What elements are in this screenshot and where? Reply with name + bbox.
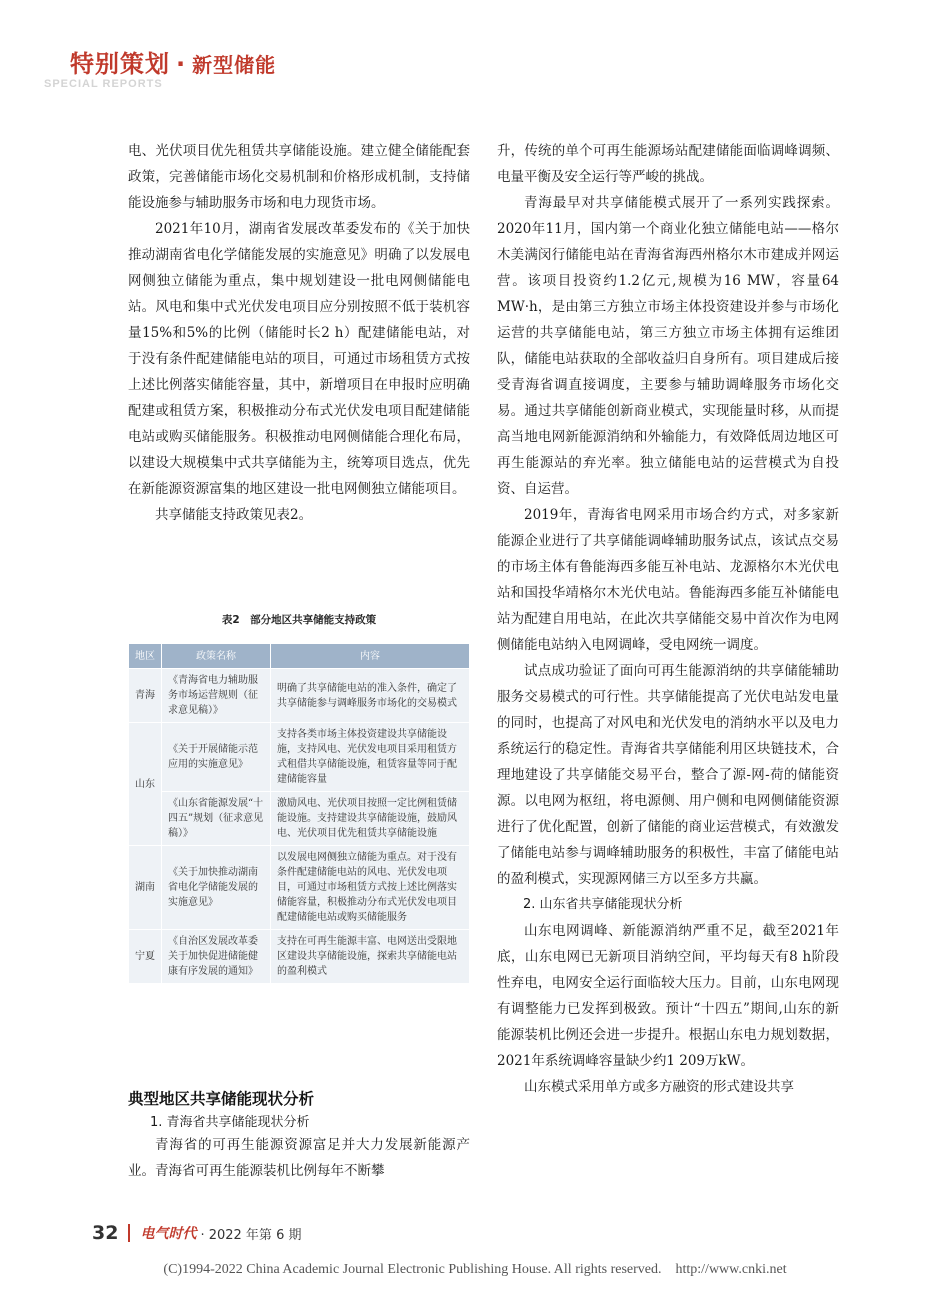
right-paragraph-6: 山东模式采用单方或多方融资的形式建设共享	[524, 1079, 794, 1095]
right-paragraph-4: 试点成功验证了面向可再生能源消纳的共享储能辅助服务交易模式的可行性。共享储能提高了光伏电站发电量的同时，也提高了对风电和光伏发电的消纳水平以及电力系统运行的稳定性。青海省共享储能利用区块链技术，合理地建设了共享储能交易平台，整合了源-网-荷的储能资源。以电网为枢纽，将电源侧、用户侧和电网侧储能资源进行了优化配置，创新了储能的商业运营模式，有效激发了储能电站参与调峰辅助服务的积极性，丰富了储能电站的盈利模式，实现源网储三方以至多方共赢。	[497, 663, 839, 887]
right-paragraph-1: 升，传统的单个可再生能源场站配建储能面临调峰调频、电量平衡及安全运行等严峻的挑战。	[497, 143, 839, 185]
table-cell-content: 支持各类市场主体投资建设共享储能设施，支持风电、光伏发电项目采用租赁方式租借共享储能设施，租赁容量等同于配建储能容量	[271, 723, 470, 792]
table-row	[129, 792, 470, 846]
table-cell-content: 明确了共享储能电站的准入条件，确定了共享储能参与调峰服务市场化的交易模式	[271, 669, 470, 723]
subsection-qinghai: 1. 青海省共享储能现状分析	[150, 1115, 310, 1130]
table-header-content: 内容	[271, 644, 470, 669]
table-row	[129, 930, 470, 984]
right-column	[497, 138, 839, 1100]
table-cell-policy: 《青海省电力辅助服务市场运营规则（征求意见稿）》	[162, 669, 271, 723]
table-cell-region: 山东	[129, 723, 162, 846]
table-cell-policy: 《关于开展储能示范应用的实施意见》	[162, 723, 271, 792]
header-english: SPECIAL REPORTS	[44, 78, 163, 90]
copyright-text: (C)1994-2022 China Academic Journal Electronic Publishing House. All rights reserved.	[163, 1262, 662, 1277]
table-cell-policy: 《关于加快推动湖南省电化学储能发展的实施意见》	[162, 846, 271, 930]
table-row	[129, 846, 470, 930]
copyright-url[interactable]: http://www.cnki.net	[675, 1262, 787, 1277]
table-header-row	[129, 644, 470, 669]
right-paragraph-3: 2019年，青海省电网采用市场合约方式，对多家新能源企业进行了共享储能调峰辅助服务试点，该试点交易的市场主体有鲁能海西多能互补电站、龙源格尔木光伏电站和国投华靖格尔木光伏电站。鲁能海西多能互补储能电站为配建自用电站，在此次共享储能交易中首次作为电网侧储能电站纳入电网调峰，受电网统一调度。	[497, 507, 839, 653]
table-cell-content: 激励风电、光伏项目按照一定比例租赁储能设施。支持建设共享储能设施，鼓励风电、光伏项目优先租赁共享储能设施	[271, 792, 470, 846]
copyright-line	[0, 1262, 950, 1278]
left-paragraph-3: 共享储能支持政策见表2。	[155, 507, 313, 523]
table-cell-region: 宁夏	[129, 930, 162, 984]
magazine-name: 电气时代	[140, 1226, 197, 1242]
page-number: 32	[92, 1222, 119, 1244]
header-subtitle: 新型储能	[192, 53, 277, 77]
table-cell-policy: 《山东省能源发展“十四五”规划（征求意见稿）》	[162, 792, 271, 846]
section-header	[70, 44, 276, 79]
table-caption: 表2 部分地区共享储能支持政策	[221, 614, 377, 626]
table-cell-region: 湖南	[129, 846, 162, 930]
table-row	[129, 669, 470, 723]
table-cell-policy: 《自治区发展改革委关于加快促进储能健康有序发展的通知》	[162, 930, 271, 984]
right-paragraph-5: 山东电网调峰、新能源消纳严重不足，截至2021年底，山东电网已无新项目消纳空间，平均每天有8 h阶段性弃电，电网安全运行面临较大压力。目前，山东电网现有调整能力已发挥到极致。预计“十四五”期间,山东的新能源装机比例还会进一步提升。根据山东电力规划数据，2021年系统调峰容量缺少约1 209万kW。	[497, 923, 839, 1069]
table-cell-content: 支持在可再生能源丰富、电网送出受限地区建设共享储能设施，探索共享储能电站的盈利模式	[271, 930, 470, 984]
issue-info: · 2022 年第 6 期	[200, 1227, 302, 1243]
left-bottom-paragraph: 青海省的可再生能源资源富足并大力发展新能源产业。青海省可再生能源装机比例每年不断攀	[128, 1137, 470, 1179]
page-footer	[92, 1222, 301, 1244]
section-heading: 典型地区共享储能现状分析	[128, 1090, 315, 1108]
table-cell-content: 以发展电网侧独立储能为重点。对于没有条件配建储能电站的风电、光伏发电项目，可通过市场租赁方式按上述比例落实储能容量，积极推动分布式光伏发电项目配建储能电站或购买储能服务	[271, 846, 470, 930]
table-header-policy: 政策名称	[162, 644, 271, 669]
footer-divider	[128, 1224, 130, 1242]
left-paragraph-2: 2021年10月，湖南省发展改革委发布的《关于加快推动湖南省电化学储能发展的实施意见》明确了以发展电网侧独立储能为重点，集中规划建设一批电网侧储能电站。风电和集中式光伏发电项目应分别按照不低于装机容量15%和5%的比例（储能时长2 h）配建储能电站，对于没有条件配建储能电站的项目，可通过市场租赁方式按上述比例落实储能容量，其中，新增项目在申报时应明确配建或租赁方案，积极推动分布式光伏发电项目配建储能电站或购买储能服务。积极推动电网侧储能合理化布局，以建设大规模集中式共享储能为主，统筹项目选点，优先在新能源资源富集的地区建设一批电网侧独立储能项目。	[128, 221, 470, 497]
table-cell-region: 青海	[129, 669, 162, 723]
left-column	[128, 138, 470, 528]
subsection-shandong: 2. 山东省共享储能现状分析	[523, 897, 683, 912]
left-bottom-text	[128, 1132, 470, 1184]
header-dot: ·	[176, 50, 187, 78]
right-paragraph-2: 青海最早对共享储能模式展开了一系列实践探索。2020年11月，国内第一个商业化独立储能电站——格尔木美满闵行储能电站在青海省海西州格尔木市建成并网运营。该项目投资约1.2亿元,规模为16 MW，容量64 MW·h，是由第三方独立市场主体投资建设并参与市场化运营的共享储能电站，第三方独立市场主体拥有运维团队，储能电站获取的全部收益归自身所有。项目建成后接受青海省调直接调度，主要参与辅助调峰服务市场化交易。通过共享储能创新商业模式，实现能量时移，从而提高当地电网新能源消纳和外输能力，有效降低周边地区可再生能源站的弃光率。独立储能电站的运营模式为自投资、自运营。	[497, 195, 839, 497]
table-header-region: 地区	[129, 644, 162, 669]
left-paragraph-1: 电、光伏项目优先租赁共享储能设施。建立健全储能配套政策，完善储能市场化交易机制和价格形成机制，支持储能设施参与辅助服务市场和电力现货市场。	[128, 143, 470, 211]
table-row	[129, 723, 470, 792]
policy-table	[128, 643, 470, 984]
header-title: 特别策划	[70, 50, 170, 78]
